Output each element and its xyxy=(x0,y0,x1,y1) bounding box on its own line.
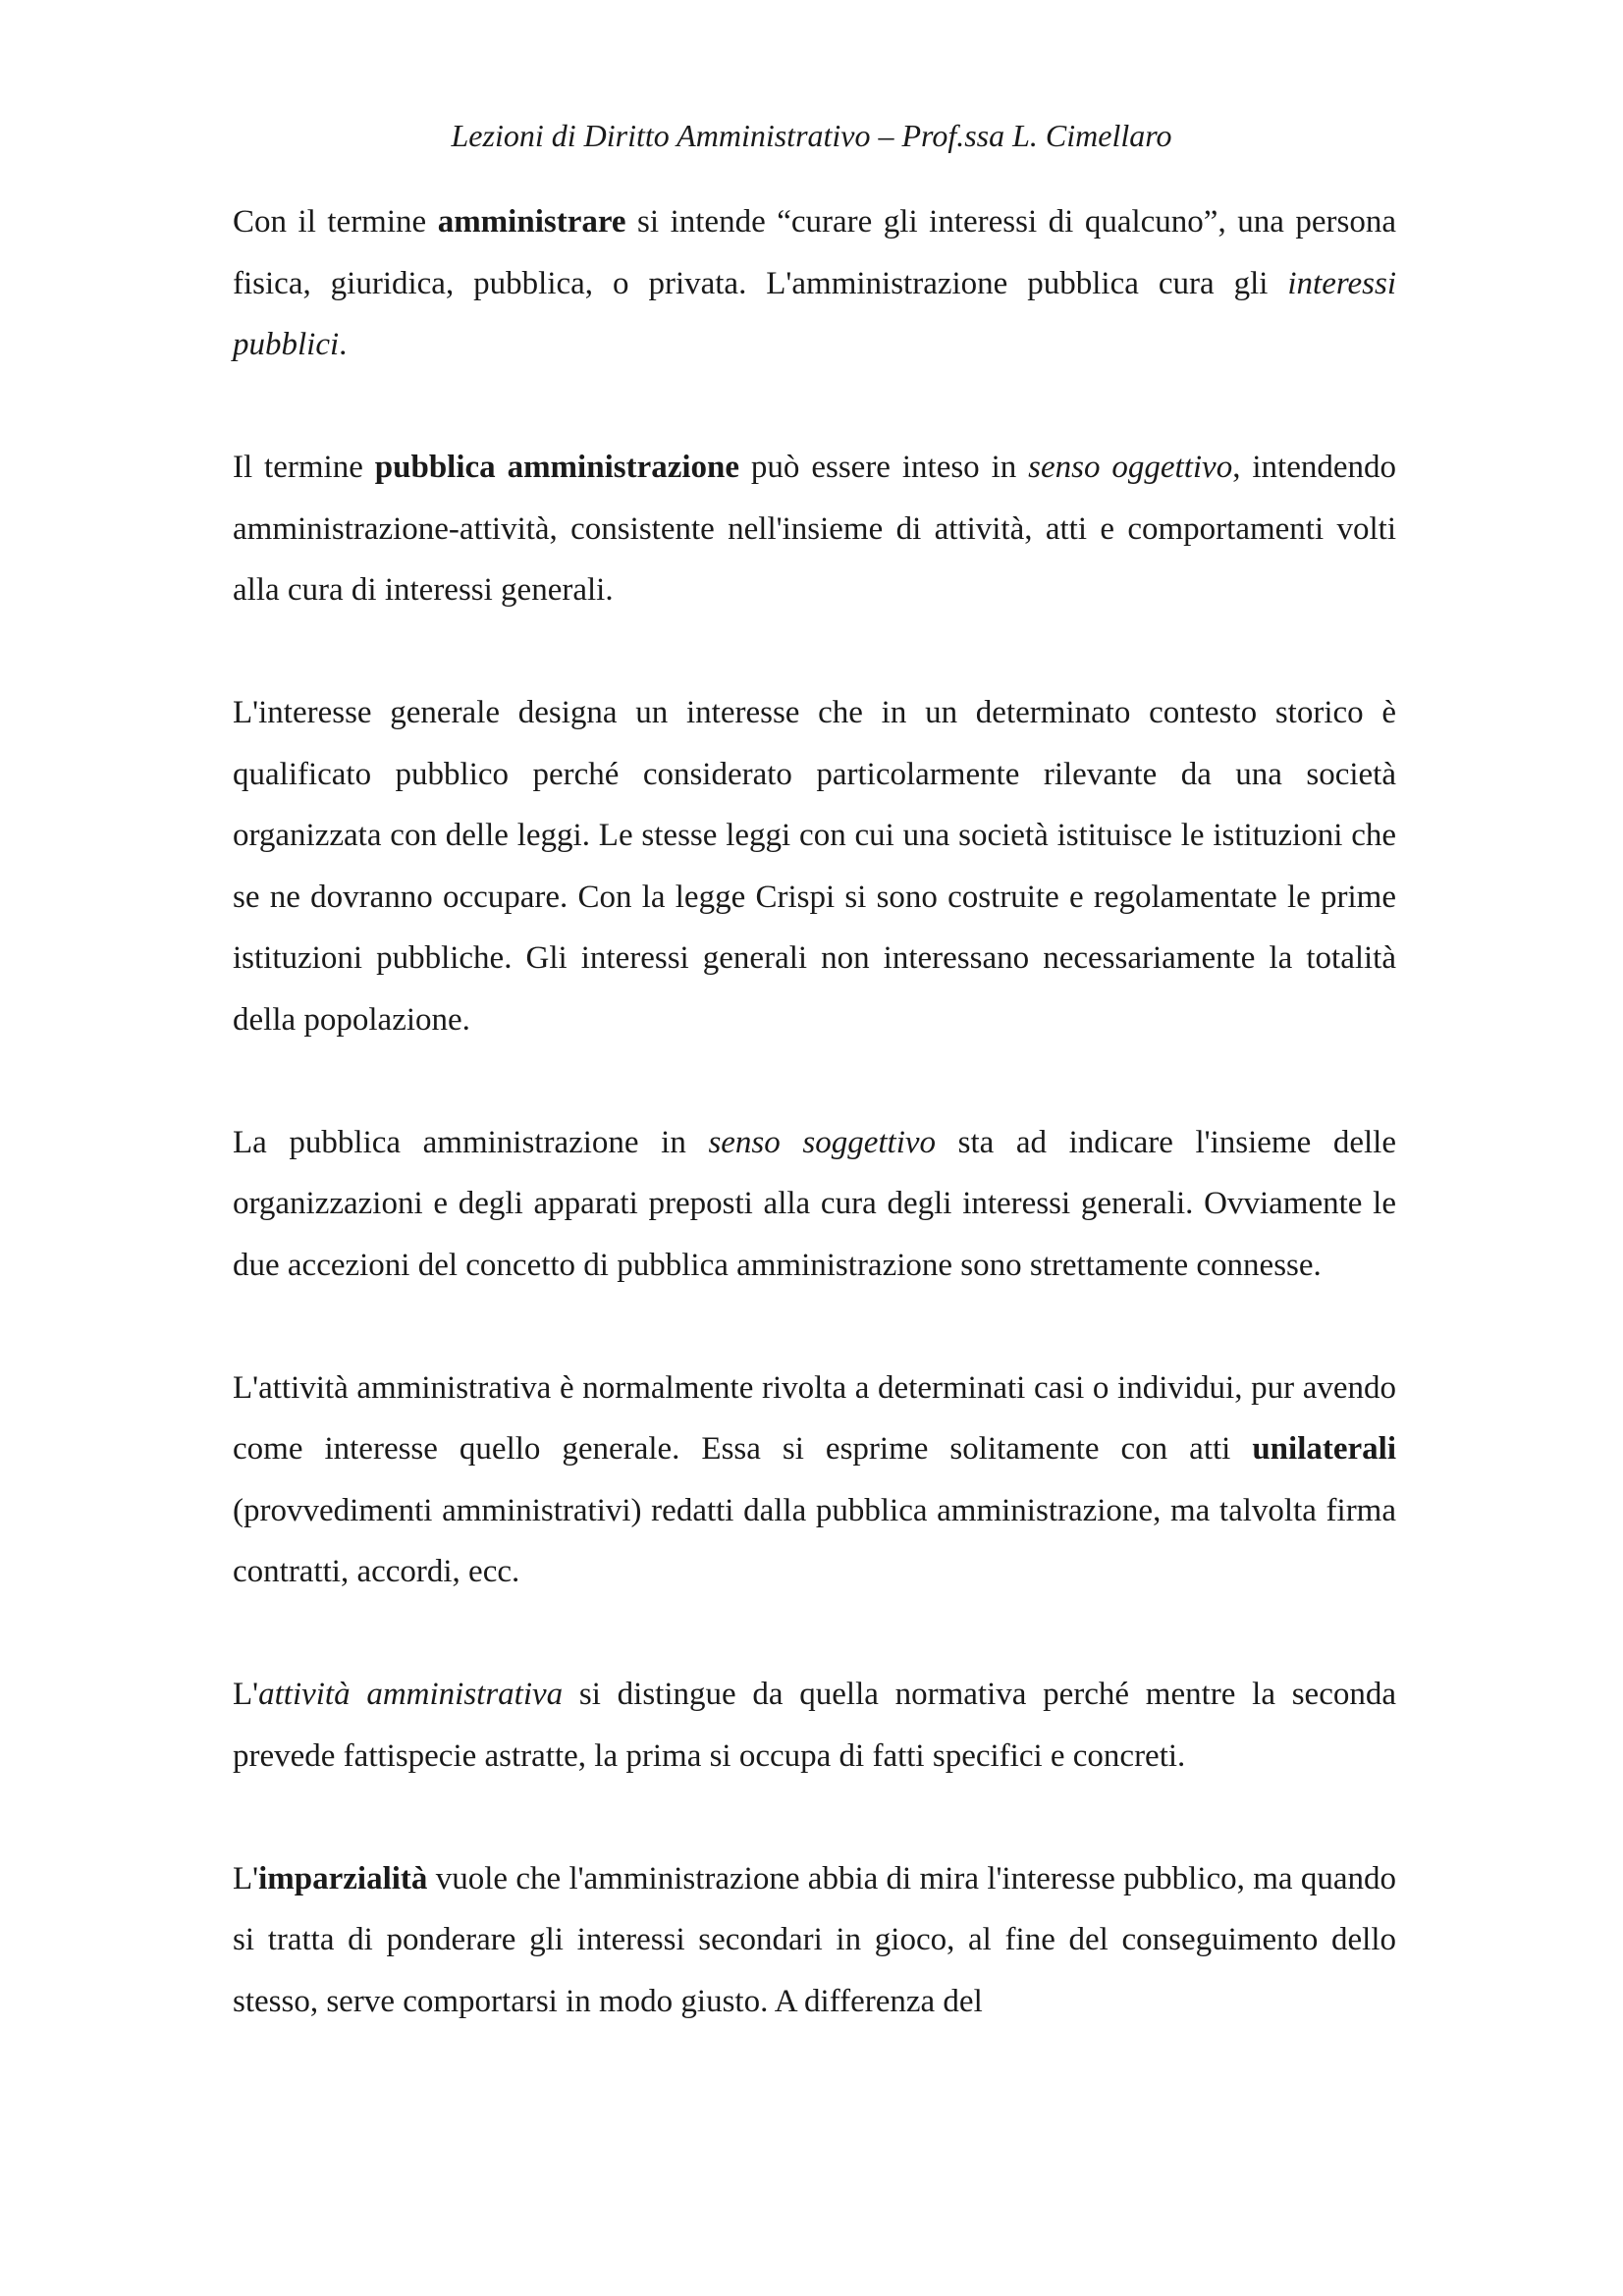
paragraph-text: L'attività amministrativa è normalmente rivolta a determinati casi o individui, pur avendo come interesse quello generale. Essa si esprime solitamente con atti xyxy=(233,1369,1396,1467)
paragraph-text: si intende “curare gli interessi di qualcuno”, una persona fisica, giuridica, pubblica, o privata. L'amministrazione pubblica cura gli xyxy=(233,204,1396,301)
bold-term: pubblica amministrazione xyxy=(374,450,740,485)
italic-term: attività amministrativa xyxy=(258,1677,564,1712)
bold-term: imparzialità xyxy=(258,1860,428,1896)
italic-term: senso soggettivo xyxy=(708,1124,937,1160)
italic-term: senso oggettivo xyxy=(1028,450,1233,485)
paragraph-text: vuole che l'amministrazione abbia di mira l'interesse pubblico, ma quando si tratta di ponderare gli interessi secondari in gioco, al fine del conseguimento dello stesso, serve comportarsi in modo giusto. A differenza del xyxy=(233,1860,1396,2019)
paragraph xyxy=(233,1664,1396,1787)
paragraph xyxy=(233,1848,1396,2033)
paragraph-text: può essere inteso in xyxy=(739,450,1029,485)
paragraph xyxy=(233,682,1396,1050)
paragraph-text: La pubblica amministrazione in xyxy=(233,1124,709,1160)
paragraph xyxy=(233,437,1396,621)
paragraph-text: L'interesse generale designa un interesse che in un determinato contesto storico è qualificato pubblico perché considerato particolarmente rilevante da una società organizzata con delle leggi. Le stesse leggi con cui una società istituisce le istituzioni che se ne dovranno occupare. Con la legge Crispi si sono costruite e regolamentate le prime istituzioni pubbliche. Gli interessi generali non interessano necessariamente la totalità della popolazione. xyxy=(233,695,1396,1038)
paragraph xyxy=(233,1112,1396,1297)
running-header: Lezioni di Diritto Amministrativo – Prof.ssa L. Cimellaro xyxy=(451,118,1172,153)
paragraph-text: (provvedimenti amministrativi) redatti dalla pubblica amministrazione, ma talvolta firma contratti, accordi, ecc. xyxy=(233,1492,1396,1589)
paragraph-text: si distingue da quella normativa perché mentre la seconda prevede fattispecie astratte, la prima si occupa di fatti specifici e concreti. xyxy=(233,1677,1396,1774)
paragraph-text: Con il termine xyxy=(233,204,438,240)
document-body xyxy=(233,191,1396,2032)
paragraph-text: Il termine xyxy=(233,450,375,485)
paragraph-text: L' xyxy=(233,1677,259,1712)
paragraph-text: . xyxy=(339,327,348,362)
paragraph xyxy=(233,191,1396,376)
bold-term: amministrare xyxy=(437,204,626,240)
italic-term: interessi pubblici xyxy=(233,265,1396,362)
paragraph-text: L' xyxy=(233,1860,259,1896)
paragraph-text: , intendendo amministrazione-attività, consistente nell'insieme di attività, atti e comportamenti volti alla cura di interessi generali. xyxy=(233,450,1397,608)
paragraph-text: sta ad indicare l'insieme delle organizzazioni e degli apparati preposti alla cura degli interessi generali. Ovviamente le due accezioni del concetto di pubblica amministrazione sono strettamente connesse. xyxy=(233,1124,1396,1283)
paragraph xyxy=(233,1358,1396,1603)
bold-term: unilaterali xyxy=(1252,1431,1396,1467)
